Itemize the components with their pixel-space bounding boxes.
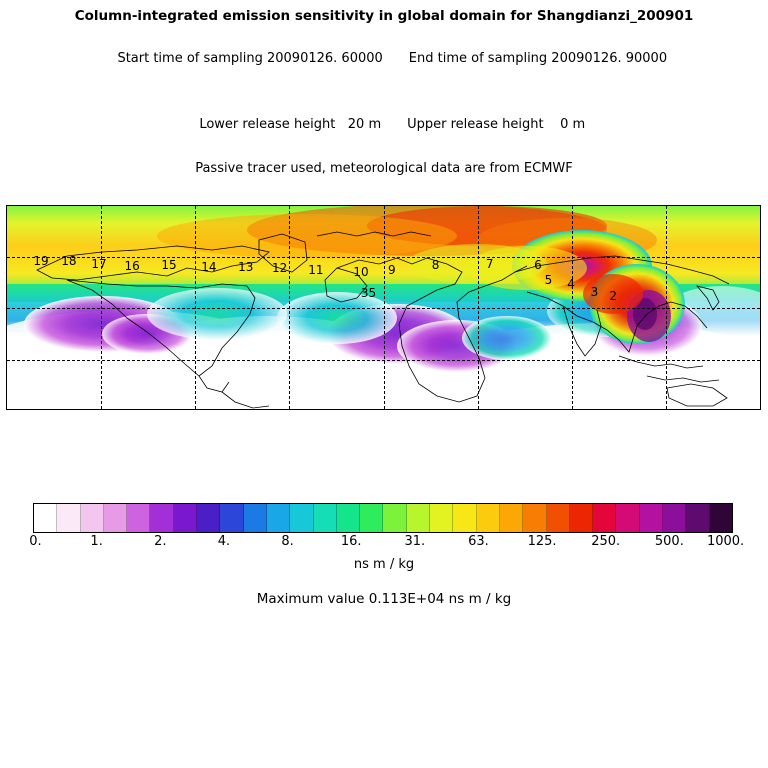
trajectory-hour-label: 19: [33, 253, 49, 268]
colorbar-tick: 0.: [29, 534, 42, 549]
colorbar-swatch: [57, 504, 80, 532]
trajectory-hour-label: 5: [544, 272, 553, 287]
maximum-value-label: Maximum value 0.113E+04 ns m / kg: [256, 591, 512, 607]
colorbar-swatch: [477, 504, 500, 532]
trajectory-hour-label: 10: [353, 264, 369, 279]
trajectory-hour-label: 35: [360, 285, 377, 300]
start-time-label: Start time of sampling 20090126. 60000: [117, 51, 383, 66]
colorbar-tick: 2.: [154, 534, 167, 549]
colorbar-tick: 125.: [527, 534, 557, 549]
colorbar-tick: 250.: [591, 534, 621, 549]
trajectory-hour-label: 8: [431, 258, 440, 273]
colorbar-swatch: [523, 504, 546, 532]
trajectory-hour-label: 18: [61, 253, 77, 268]
chart-header: [0, 0, 768, 180]
colorbar-swatch: [663, 504, 686, 532]
colorbar-swatch: [686, 504, 709, 532]
colorbar-swatch: [34, 504, 57, 532]
colorbar-swatch: [616, 504, 639, 532]
colorbar-tick: 8.: [281, 534, 294, 549]
colorbar-swatch: [127, 504, 150, 532]
colorbar-swatch: [383, 504, 406, 532]
colorbar-swatch: [430, 504, 453, 532]
map-panel: [6, 205, 761, 410]
trajectory-hour-label: 4: [567, 277, 575, 292]
trajectory-hour-label: 11: [308, 263, 324, 278]
colorbar: [33, 503, 733, 533]
colorbar-swatch: [500, 504, 523, 532]
colorbar-tick: 500.: [654, 534, 684, 549]
page-title: Column-integrated emission sensitivity in global domain for Shangdianzi_200901: [74, 8, 694, 24]
colorbar-tick: 16.: [340, 534, 362, 549]
colorbar-swatch: [267, 504, 290, 532]
trajectory-hour-label: 9: [388, 263, 396, 278]
colorbar-swatch: [104, 504, 127, 532]
colorbar-swatch: [407, 504, 430, 532]
colorbar-swatch: [174, 504, 197, 532]
release-height-line: [0, 92, 768, 158]
colorbar-swatch: [197, 504, 220, 532]
upper-release-label: Upper release height 0 m: [407, 117, 586, 132]
colorbar-tick: 1.: [90, 534, 103, 549]
trajectory-hour-label: 3: [590, 285, 599, 300]
trajectory-hour-label: 15: [161, 258, 177, 273]
trajectory-hour-label: 7: [485, 256, 494, 271]
colorbar-tick: 63.: [468, 534, 489, 549]
trajectory-hour-label: 13: [238, 260, 254, 275]
colorbar-swatch: [244, 504, 267, 532]
colorbar-swatch: [453, 504, 476, 532]
trajectory-hour-label: 2: [609, 289, 618, 304]
colorbar-swatch: [290, 504, 313, 532]
trajectory-hour-label: 14: [201, 260, 217, 275]
colorbar-swatch: [593, 504, 616, 532]
trajectory-hour-label: 17: [91, 256, 107, 271]
colorbar-tick: 31.: [404, 534, 426, 549]
colorbar-panel: [29, 503, 745, 549]
colorbar-swatch: [314, 504, 337, 532]
colorbar-tick: 4.: [217, 534, 231, 549]
colorbar-swatch: [640, 504, 663, 532]
lower-release-label: Lower release height 20 m: [199, 117, 382, 132]
colorbar-units-label: ns m / kg: [353, 557, 415, 572]
colorbar-swatch: [337, 504, 360, 532]
coastlines: [7, 206, 760, 409]
colorbar-swatch: [360, 504, 383, 532]
colorbar-tick-labels: [29, 534, 745, 554]
colorbar-swatch: [150, 504, 173, 532]
colorbar-swatch: [710, 504, 732, 532]
trajectory-hour-label: 6: [534, 258, 542, 273]
map-canvas: [7, 206, 760, 409]
tracer-meteo-label: Passive tracer used, meteorological data are from ECMWF: [195, 161, 573, 176]
sampling-time-line: [0, 26, 768, 92]
colorbar-tick: 1000.: [706, 534, 745, 549]
trajectory-hour-label: 12: [272, 261, 288, 276]
colorbar-swatch: [220, 504, 243, 532]
end-time-label: End time of sampling 20090126. 90000: [408, 51, 668, 66]
trajectory-hour-label: 16: [124, 259, 140, 274]
colorbar-swatch: [547, 504, 570, 532]
colorbar-swatch: [81, 504, 104, 532]
colorbar-swatch: [570, 504, 593, 532]
